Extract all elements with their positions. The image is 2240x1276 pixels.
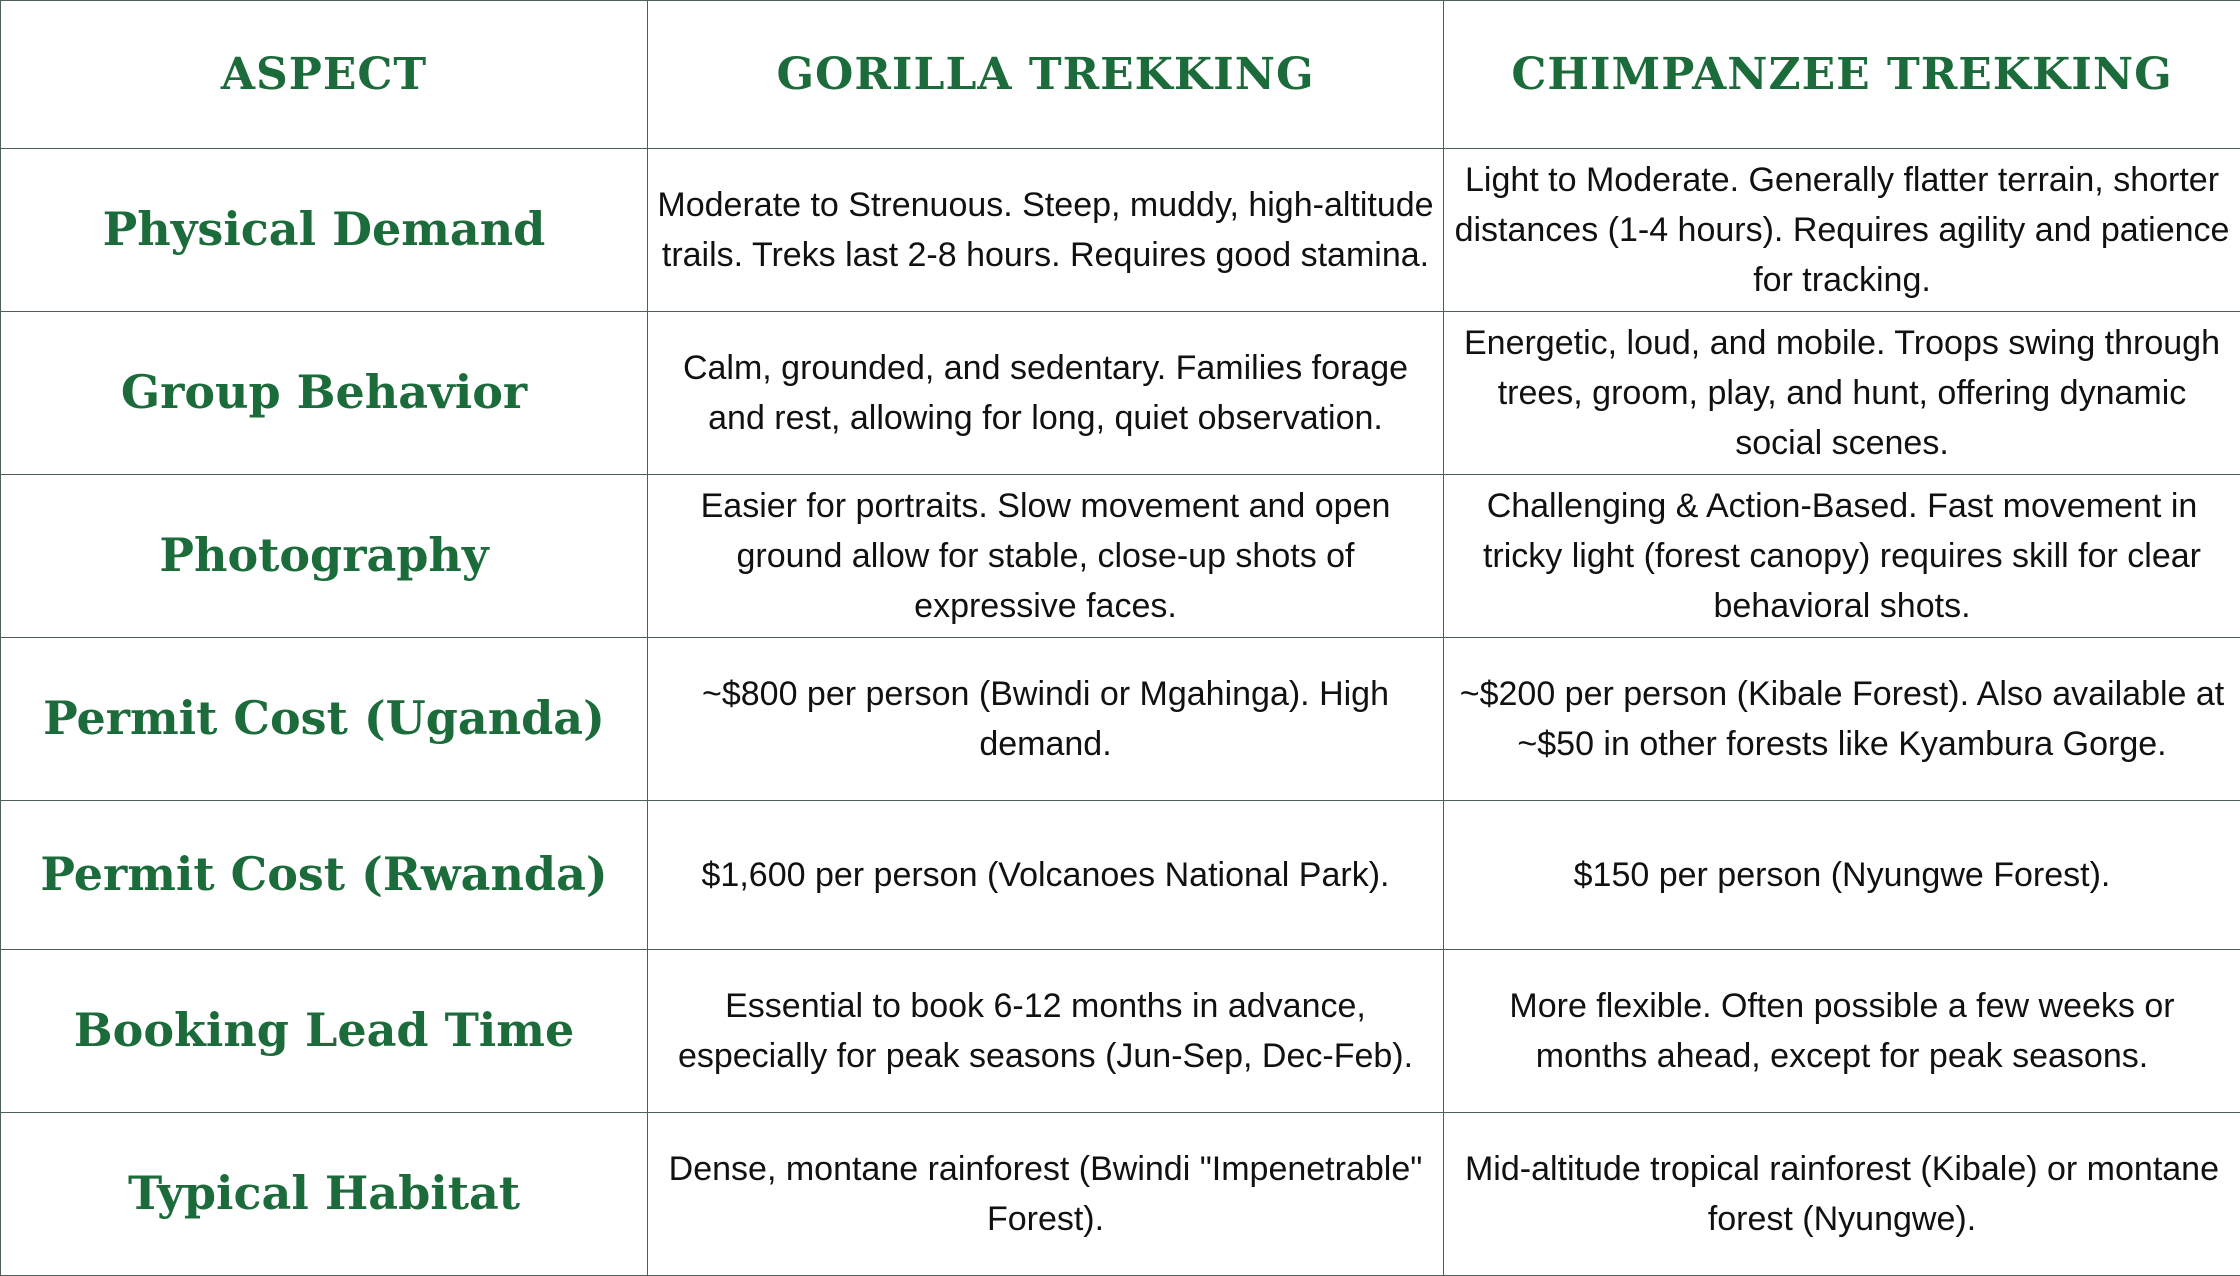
header-aspect: ASPECT (1, 1, 648, 149)
table-row (1, 638, 2240, 801)
gorilla-cell: ~$800 per person (Bwindi or Mgahinga). High demand. (648, 638, 1444, 801)
table-header-row (1, 1, 2240, 149)
aspect-label: Booking Lead Time (1, 950, 648, 1113)
gorilla-cell: Easier for portraits. Slow movement and open ground allow for stable, close-up shots of expressive faces. (648, 475, 1444, 638)
aspect-label: Group Behavior (1, 312, 648, 475)
chimpanzee-cell: $150 per person (Nyungwe Forest). (1444, 801, 2240, 950)
table-row (1, 801, 2240, 950)
chimpanzee-cell: Energetic, loud, and mobile. Troops swing through trees, groom, play, and hunt, offering dynamic social scenes. (1444, 312, 2240, 475)
aspect-label: Photography (1, 475, 648, 638)
table-row (1, 1113, 2240, 1276)
header-gorilla-trekking: GORILLA TREKKING (648, 1, 1444, 149)
aspect-label: Physical Demand (1, 149, 648, 312)
table-row (1, 475, 2240, 638)
header-chimpanzee-trekking: CHIMPANZEE TREKKING (1444, 1, 2240, 149)
table-row (1, 149, 2240, 312)
chimpanzee-cell: Light to Moderate. Generally flatter terrain, shorter distances (1-4 hours). Requires agility and patience for tracking. (1444, 149, 2240, 312)
aspect-label: Permit Cost (Uganda) (1, 638, 648, 801)
aspect-label: Typical Habitat (1, 1113, 648, 1276)
table-row (1, 312, 2240, 475)
chimpanzee-cell: Mid-altitude tropical rainforest (Kibale) or montane forest (Nyungwe). (1444, 1113, 2240, 1276)
gorilla-cell: Essential to book 6-12 months in advance, especially for peak seasons (Jun-Sep, Dec-Feb). (648, 950, 1444, 1113)
chimpanzee-cell: ~$200 per person (Kibale Forest). Also available at ~$50 in other forests like Kyambura Gorge. (1444, 638, 2240, 801)
gorilla-cell: Moderate to Strenuous. Steep, muddy, high-altitude trails. Treks last 2-8 hours. Requires good stamina. (648, 149, 1444, 312)
gorilla-cell: Calm, grounded, and sedentary. Families forage and rest, allowing for long, quiet observation. (648, 312, 1444, 475)
chimpanzee-cell: More flexible. Often possible a few weeks or months ahead, except for peak seasons. (1444, 950, 2240, 1113)
chimpanzee-cell: Challenging & Action-Based. Fast movement in tricky light (forest canopy) requires skill for clear behavioral shots. (1444, 475, 2240, 638)
table-row (1, 950, 2240, 1113)
aspect-label: Permit Cost (Rwanda) (1, 801, 648, 950)
gorilla-cell: $1,600 per person (Volcanoes National Park). (648, 801, 1444, 950)
gorilla-cell: Dense, montane rainforest (Bwindi "Impenetrable" Forest). (648, 1113, 1444, 1276)
